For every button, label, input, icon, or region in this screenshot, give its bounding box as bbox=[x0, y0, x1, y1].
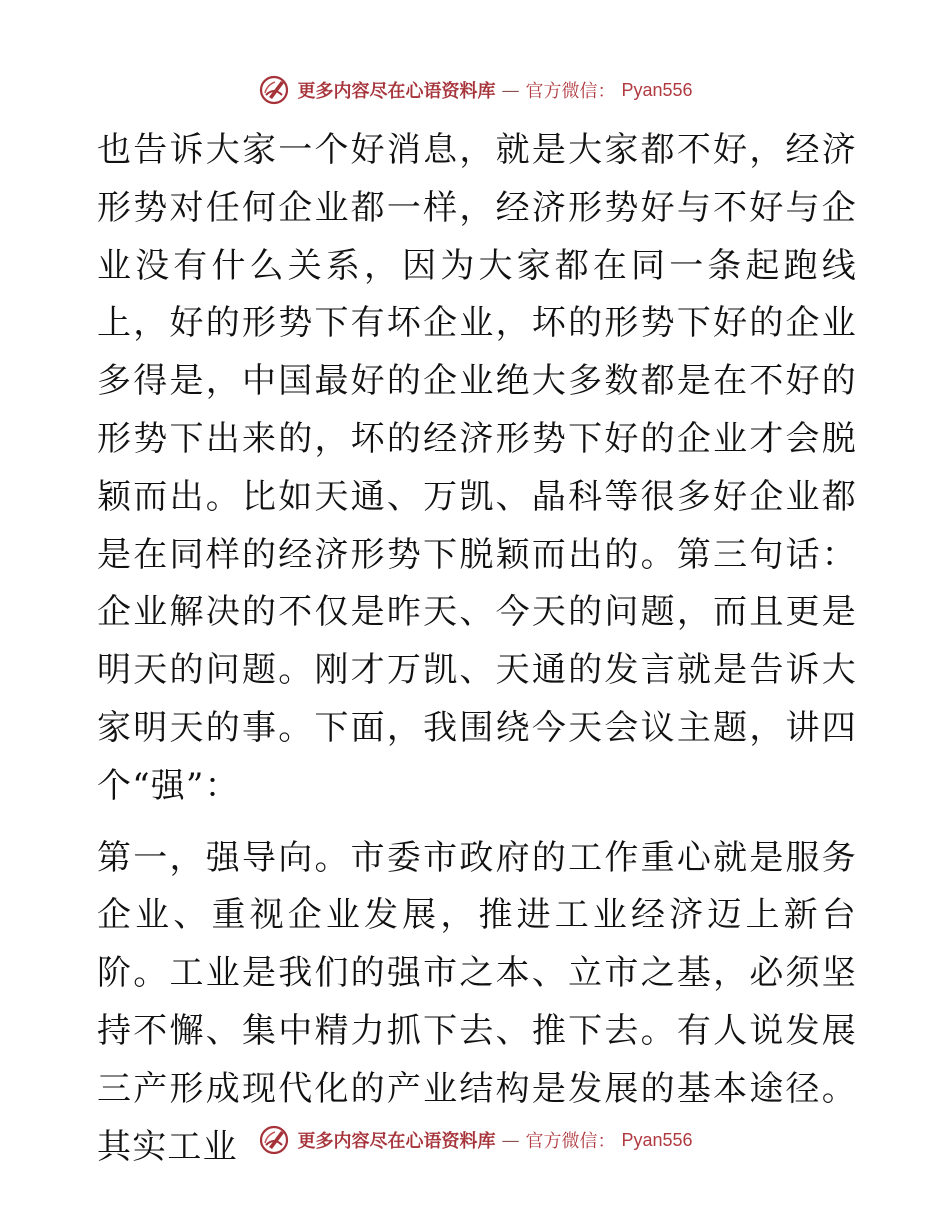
banner-dash: — bbox=[501, 79, 520, 101]
wechat-id: Pyan556 bbox=[621, 79, 693, 100]
document-body bbox=[97, 122, 857, 1176]
quill-book-icon bbox=[257, 1123, 291, 1157]
wechat-id: Pyan556 bbox=[621, 1129, 693, 1150]
quill-book-icon bbox=[257, 73, 291, 107]
wechat-label: 官方微信： bbox=[525, 81, 616, 102]
header-banner bbox=[0, 70, 950, 110]
library-brand-text: 更多内容尽在心语资料库 bbox=[297, 81, 496, 102]
wechat-label: 官方微信： bbox=[525, 1131, 616, 1152]
paragraph-2: 第一，强导向。市委市政府的工作重心就是服务企业、重视企业发展，推进工业经济迈上新台阶。工业是我们的强市之本、立市之基，必须坚持不懈、集中精力抓下去、推下去。有人说发展三产形成现代化的产业结构是发展的基本途径。其实工业 bbox=[97, 837, 857, 1167]
library-brand-text: 更多内容尽在心语资料库 bbox=[297, 1131, 496, 1152]
paragraph-1: 也告诉大家一个好消息，就是大家都不好，经济形势对任何企业都一样，经济形势好与不好与企业没有什么关系，因为大家都在同一条起跑线上，好的形势下有坏企业，坏的形势下好的企业多得是，中国最好的企业绝大多数都是在不好的形势下出来的，坏的经济形势下好的企业才会脱颖而出。比如天通、万凯、晶科等很多好企业都是在同样的经济形势下脱颖而出的。第三句话：企业解决的不仅是昨天、今天的问题，而且更是明天的问题。刚才万凯、天通的发言就是告诉大家明天的事。下面，我围绕今天会议主题，讲四个“强”： bbox=[97, 130, 857, 806]
banner-dash: — bbox=[501, 1129, 520, 1151]
footer-banner bbox=[0, 1120, 950, 1160]
